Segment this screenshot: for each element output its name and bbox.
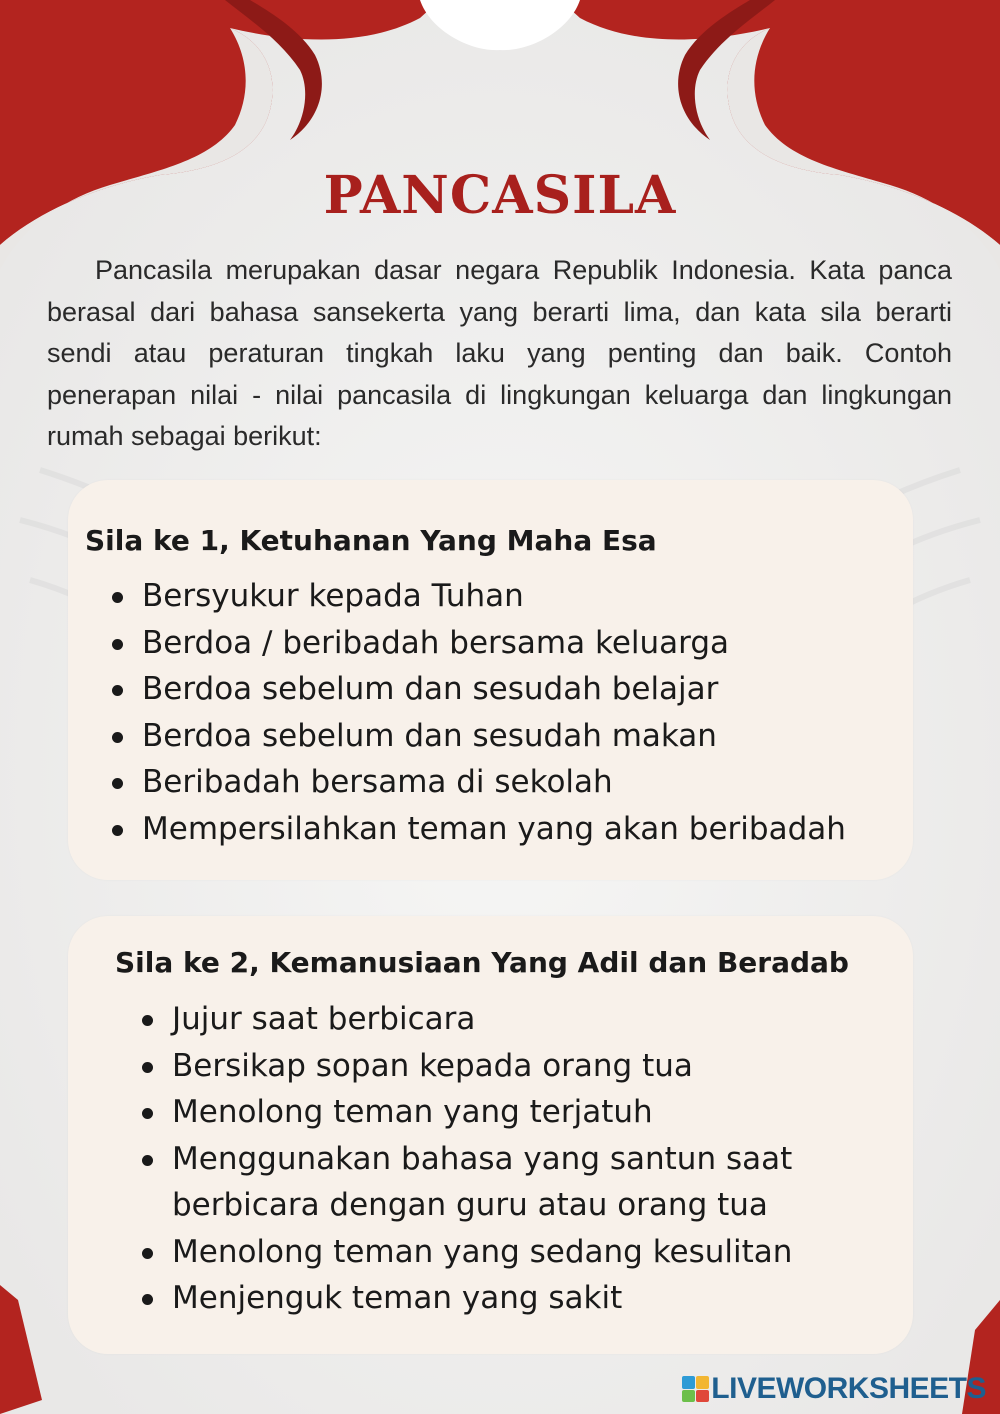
- sila-1-card: [68, 480, 913, 880]
- sila-1-heading: Sila ke 1, Ketuhanan Yang Maha Esa: [85, 524, 657, 557]
- list-item: Beribadah bersama di sekolah: [108, 759, 898, 806]
- list-item: Menolong teman yang terjatuh: [138, 1089, 828, 1136]
- list-item: Berdoa sebelum dan sesudah belajar: [108, 666, 898, 713]
- sila-2-card: [68, 916, 913, 1354]
- watermark-text: LIVEWORKSHEETS: [711, 1372, 986, 1405]
- list-item: Jujur saat berbicara: [138, 996, 828, 1043]
- sila-1-list: [108, 573, 898, 852]
- sila-2-list: [138, 996, 828, 1322]
- list-item: Menolong teman yang sedang kesulitan: [138, 1229, 828, 1276]
- sila-2-heading: Sila ke 2, Kemanusiaan Yang Adil dan Beradab: [115, 946, 849, 979]
- intro-paragraph: Pancasila merupakan dasar negara Republik Indonesia. Kata panca berasal dari bahasa sansekerta yang berarti lima, dan kata sila berarti sendi atau peraturan tingkah laku yang penting dan baik. Contoh penerapan nilai - nilai pancasila di lingkungan keluarga dan lingkungan rumah sebagai berikut:: [47, 255, 952, 451]
- list-item: Berdoa sebelum dan sesudah makan: [108, 713, 898, 760]
- list-item: Menjenguk teman yang sakit: [138, 1275, 828, 1322]
- list-item: Bersikap sopan kepada orang tua: [138, 1043, 828, 1090]
- list-item: Mempersilahkan teman yang akan beribadah: [108, 806, 898, 853]
- liveworksheets-watermark[interactable]: [682, 1374, 986, 1404]
- liveworksheets-logo-icon: [682, 1376, 708, 1402]
- list-item: Bersyukur kepada Tuhan: [108, 573, 898, 620]
- list-item: Menggunakan bahasa yang santun saat berbicara dengan guru atau orang tua: [138, 1136, 828, 1229]
- page-title: PANCASILA: [323, 165, 677, 226]
- list-item: Berdoa / beribadah bersama keluarga: [108, 620, 898, 667]
